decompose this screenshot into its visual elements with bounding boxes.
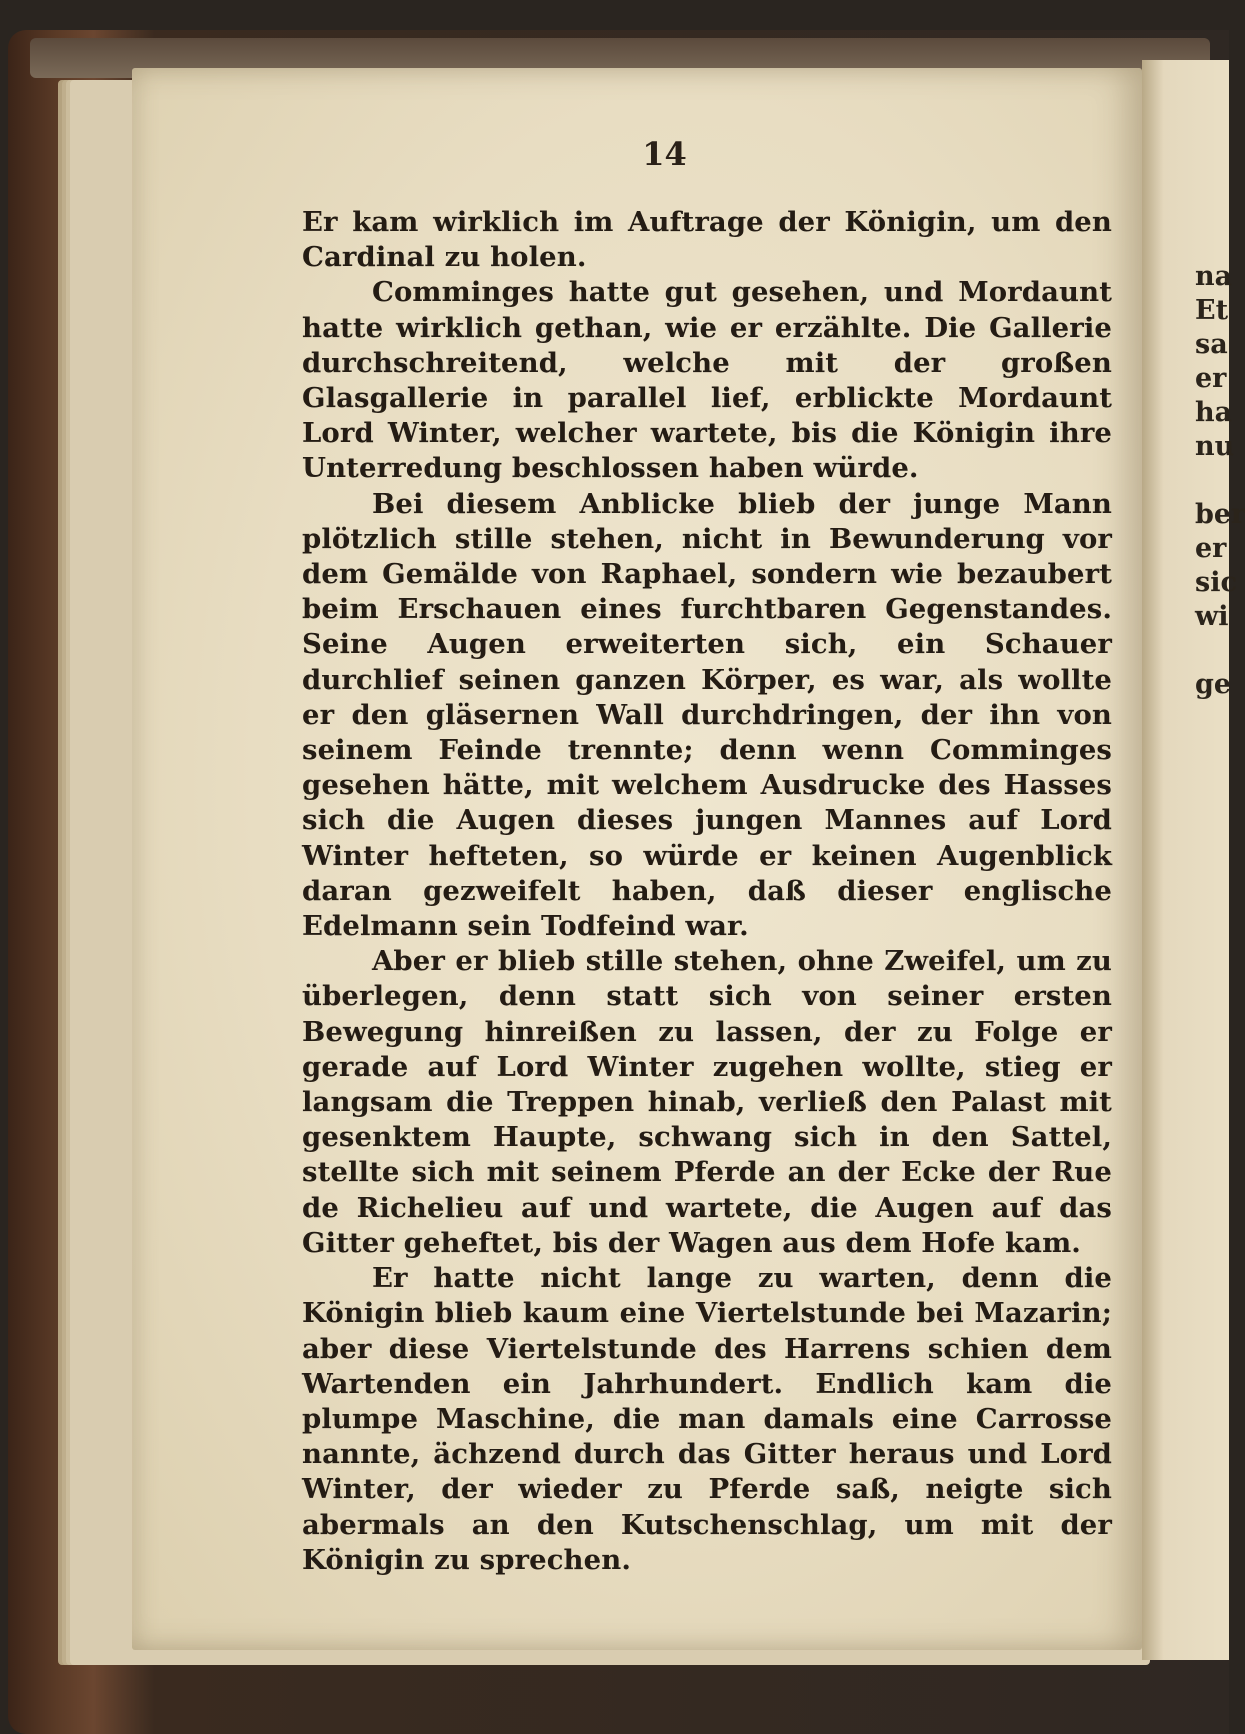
page-text <box>302 205 1112 1578</box>
facing-page-fragment: nu <box>1195 431 1235 462</box>
facing-page-fragment <box>1195 464 1235 498</box>
facing-page-fragment: Et <box>1195 295 1229 326</box>
facing-page-fragment: sic <box>1195 567 1237 598</box>
paragraph: Comminges hatte gut gesehen, und Mordaunt hatte wirklich gethan, wie er erzählte. Die Gallerie durchschreitend, welche mit der großen Glasgallerie in parallel lief, erblickte Mordaunt Lord Winter, welcher wartete, bis die Königin ihre Unterredung beschlossen haben würde. <box>302 276 1112 485</box>
facing-page-fragment: na <box>1195 261 1233 292</box>
facing-page-fragment: wi <box>1195 601 1229 632</box>
facing-page-fragment <box>1195 634 1235 668</box>
paragraph: Aber er blieb stille stehen, ohne Zweifel, um zu überlegen, denn statt sich von seiner ersten Bewegung hinreißen zu lassen, der zu Folge er gerade auf Lord Winter zugehen wollte, stieg er langsam die Treppen hinab, verließ den Palast mit gesenktem Haupte, schwang sich in den Sattel, stellte sich mit seinem Pferde an der Ecke der Rue de Richelieu auf und wartete, die Augen auf das Gitter geheftet, bis der Wagen aus dem Hofe kam. <box>302 945 1112 1259</box>
paragraph: Bei diesem Anblicke blieb der junge Mann plötzlich stille stehen, nicht in Bewunderung vor dem Gemälde von Raphael, sondern wie bezaubert beim Erschauen eines furchtbaren Gegenstandes. Seine Augen erweiterten sich, ein Schauer durchlief seinen ganzen Körper, es war, als wollte er den gläsernen Wall durchdringen, der ihn von seinem Feinde trennte; denn wenn Comminges gesehen hätte, mit welchem Ausdrucke des Hasses sich die Augen dieses jungen Mannes auf Lord Winter hefteten, so würde er keinen Augenblick daran gezweifelt haben, daß dieser englische Edelmann sein Todfeind war. <box>302 487 1112 943</box>
facing-page-fragment: ber <box>1195 499 1245 530</box>
facing-page-text <box>1195 260 1245 702</box>
facing-page-fragment: ge <box>1195 669 1232 700</box>
facing-page-fragment: sa <box>1195 329 1228 360</box>
page-number: 14 <box>642 135 687 173</box>
facing-page-fragment: er <box>1195 533 1227 564</box>
facing-page-fragment: ha <box>1195 397 1233 428</box>
paragraph: Er hatte nicht lange zu warten, denn die Königin blieb kaum eine Viertelstunde bei Mazarin; aber diese Viertelstunde des Harrens schien dem Wartenden ein Jahrhundert. Endlich kam die plumpe Maschine, die man damals eine Carrosse nannte, ächzend durch das Gitter heraus und Lord Winter, der wieder zu Pferde saß, neigte sich abermals an den Kutschenschlag, um mit der Königin zu sprechen. <box>302 1262 1112 1576</box>
paragraph: Er kam wirklich im Auftrage der Königin, um den Cardinal zu holen. <box>302 206 1112 274</box>
facing-page-fragment: er <box>1195 363 1227 394</box>
